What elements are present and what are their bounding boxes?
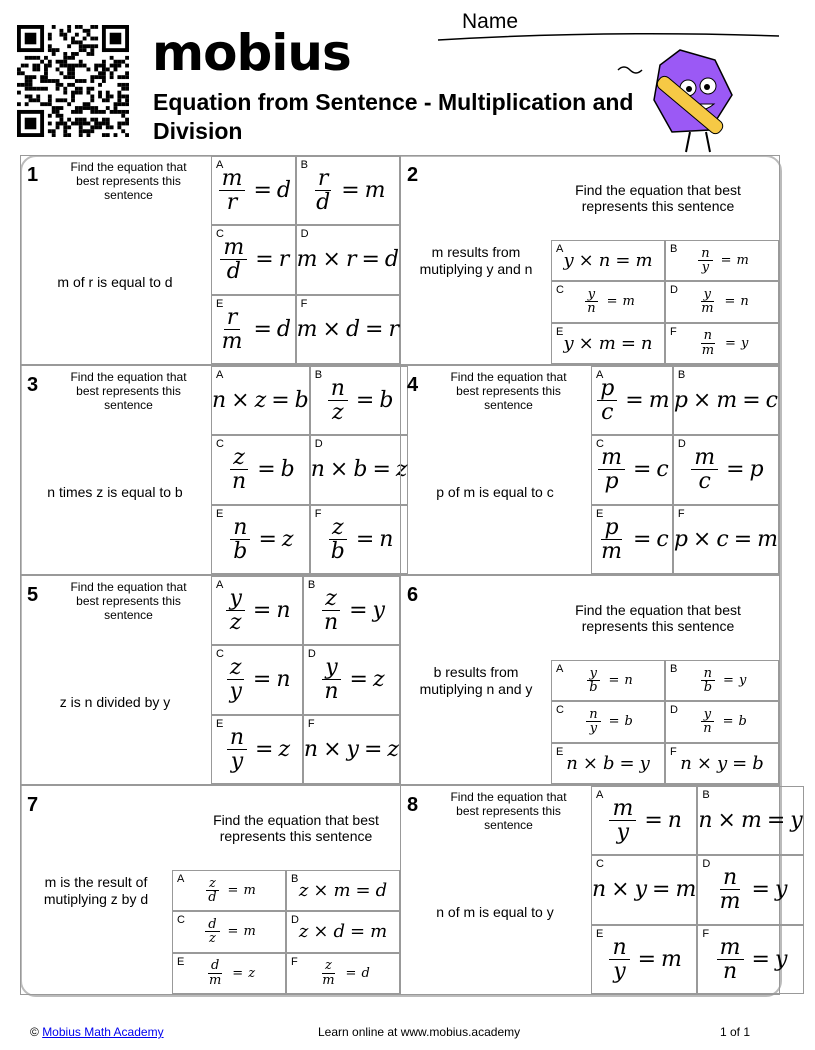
option-equation: $\frac{n}{z}$ = b bbox=[325, 377, 394, 424]
option-c[interactable] bbox=[211, 225, 296, 294]
option-letter: B bbox=[702, 789, 710, 801]
option-f[interactable] bbox=[673, 505, 779, 574]
option-letter: B bbox=[291, 873, 299, 885]
option-f[interactable] bbox=[665, 743, 779, 784]
option-letter: F bbox=[314, 507, 322, 520]
option-equation: $\frac{m}{p}$ = c bbox=[595, 446, 669, 493]
option-c[interactable] bbox=[591, 855, 697, 924]
option-letter: F bbox=[677, 507, 685, 520]
option-letter: F bbox=[300, 297, 308, 310]
answer-options bbox=[591, 786, 803, 994]
problem-sentence: p of m is equal to c bbox=[436, 484, 554, 500]
option-equation: n × b = z bbox=[310, 457, 408, 483]
qr-code bbox=[16, 25, 130, 137]
option-letter: F bbox=[291, 955, 298, 968]
option-c[interactable] bbox=[211, 645, 303, 714]
option-d[interactable] bbox=[310, 435, 409, 504]
option-letter: C bbox=[216, 438, 224, 451]
option-a[interactable] bbox=[551, 240, 665, 281]
option-equation: $\frac{n}{b}$ = y bbox=[698, 667, 747, 695]
option-f[interactable] bbox=[310, 505, 409, 574]
option-equation: n × y = m bbox=[592, 877, 697, 903]
option-a[interactable] bbox=[211, 156, 296, 225]
answer-options bbox=[211, 156, 400, 364]
mobius-logo bbox=[152, 24, 351, 82]
option-equation: $\frac{n}{y}$ = m bbox=[606, 936, 681, 983]
option-equation: $\frac{r}{d}$ = m bbox=[316, 166, 386, 216]
option-equation: m × r = d bbox=[296, 247, 399, 273]
option-letter: A bbox=[177, 873, 185, 885]
option-equation: $\frac{m}{n}$ = y bbox=[714, 936, 788, 983]
problem-number: 8 bbox=[407, 794, 419, 816]
option-equation: $\frac{m}{c}$ = p bbox=[688, 446, 763, 493]
option-e[interactable] bbox=[211, 505, 310, 574]
problem-sentence: b results from mutiplying n and y bbox=[419, 664, 533, 697]
option-letter: C bbox=[556, 284, 564, 297]
problem-number: 6 bbox=[407, 584, 419, 606]
option-equation: n × z = b bbox=[212, 388, 309, 414]
option-c[interactable] bbox=[551, 701, 665, 742]
option-equation: $\frac{n}{b}$ = z bbox=[227, 516, 293, 563]
option-equation: $\frac{n}{m}$ = y bbox=[719, 865, 788, 915]
option-equation: $\frac{y}{b}$ = n bbox=[583, 667, 633, 695]
option-equation: $\frac{n}{y}$ = z bbox=[224, 726, 290, 773]
option-letter: D bbox=[291, 914, 299, 927]
option-letter: E bbox=[216, 507, 224, 520]
option-letter: B bbox=[314, 369, 323, 381]
option-equation: n × y = b bbox=[680, 752, 764, 774]
answer-options bbox=[591, 366, 779, 574]
option-letter: C bbox=[177, 914, 185, 927]
option-letter: E bbox=[596, 507, 604, 520]
mobius-link[interactable]: Mobius Math Academy bbox=[42, 1025, 164, 1039]
option-letter: F bbox=[670, 325, 677, 338]
problem-sentence: n of m is equal to y bbox=[436, 904, 554, 920]
option-letter: B bbox=[300, 159, 308, 171]
problem-instruction: Find the equation that best represents this sentence bbox=[450, 370, 567, 412]
problem-cell bbox=[400, 155, 780, 365]
option-e[interactable] bbox=[211, 715, 303, 784]
option-d[interactable] bbox=[286, 911, 400, 952]
option-letter: B bbox=[677, 369, 686, 381]
problem-cell bbox=[20, 575, 401, 785]
option-letter: F bbox=[670, 745, 677, 758]
problem-sentence: m of r is equal to d bbox=[57, 274, 173, 290]
brand-text: mobius bbox=[152, 24, 351, 82]
option-letter: E bbox=[216, 717, 224, 730]
option-d[interactable] bbox=[697, 855, 803, 924]
answer-options bbox=[551, 240, 779, 364]
problem-number: 1 bbox=[27, 164, 39, 186]
problem-instruction: Find the equation that best represents this sentence bbox=[70, 580, 187, 622]
option-equation: $\frac{z}{d}$ = m bbox=[202, 877, 256, 905]
option-letter: D bbox=[314, 438, 323, 451]
option-d[interactable] bbox=[296, 225, 400, 294]
option-equation: $\frac{d}{z}$ = m bbox=[202, 918, 256, 946]
option-equation: $\frac{z}{y}$ = n bbox=[223, 656, 290, 703]
option-equation: $\frac{n}{y}$ = m bbox=[695, 247, 749, 275]
option-equation: n × b = y bbox=[566, 752, 650, 774]
option-f[interactable] bbox=[697, 925, 803, 994]
option-letter: E bbox=[177, 955, 185, 968]
problem-instruction: Find the equation that best represents this sentence bbox=[575, 602, 741, 634]
footer-center: Learn online at www.mobius.academy bbox=[318, 1025, 521, 1039]
option-f[interactable] bbox=[303, 715, 400, 784]
problem-sentence: m results from mutiplying y and n bbox=[419, 244, 533, 277]
option-b[interactable] bbox=[673, 366, 779, 435]
option-equation: $\frac{z}{n}$ = b bbox=[232, 445, 295, 495]
option-equation: $\frac{z}{m}$ = d bbox=[322, 958, 370, 988]
option-letter: B bbox=[307, 579, 316, 591]
option-equation: $\frac{r}{m}$ = d bbox=[221, 304, 292, 354]
option-letter: E bbox=[556, 745, 564, 758]
problem-instruction: Find the equation that best represents this sentence bbox=[213, 812, 379, 844]
option-letter: F bbox=[702, 927, 710, 940]
option-equation: $\frac{m}{r}$ = d bbox=[216, 167, 291, 214]
name-label: Name bbox=[462, 10, 519, 33]
option-f[interactable] bbox=[286, 953, 400, 994]
option-equation: $\frac{z}{b}$ = n bbox=[330, 514, 394, 564]
option-b[interactable] bbox=[665, 660, 779, 701]
problem-instruction: Find the equation that best represents this sentence bbox=[70, 160, 187, 202]
option-letter: E bbox=[596, 927, 604, 940]
option-letter: D bbox=[307, 648, 316, 661]
option-b[interactable] bbox=[310, 366, 409, 435]
option-equation: $\frac{y}{z}$ = n bbox=[223, 587, 290, 634]
option-equation: $\frac{m}{d}$ = r bbox=[217, 236, 289, 283]
option-b[interactable] bbox=[286, 870, 400, 911]
option-letter: D bbox=[300, 228, 309, 241]
problem-number: 4 bbox=[407, 374, 419, 396]
option-letter: C bbox=[596, 858, 604, 871]
option-letter: D bbox=[702, 858, 711, 871]
option-f[interactable] bbox=[665, 323, 779, 364]
option-equation: n × y = z bbox=[303, 736, 399, 762]
option-letter: B bbox=[670, 663, 678, 675]
problem-number: 7 bbox=[27, 794, 39, 816]
option-d[interactable] bbox=[665, 701, 779, 742]
problem-sentence: m is the result of mutiplying z by d bbox=[43, 874, 149, 907]
option-equation: y × m = n bbox=[563, 332, 653, 354]
option-a[interactable] bbox=[591, 786, 697, 855]
option-c[interactable] bbox=[591, 435, 673, 504]
option-a[interactable] bbox=[591, 366, 673, 435]
option-equation: p × c = m bbox=[673, 526, 778, 552]
option-e[interactable] bbox=[211, 295, 296, 364]
answer-options bbox=[172, 870, 400, 994]
option-letter: A bbox=[556, 243, 564, 255]
option-equation: $\frac{y}{m}$ = n bbox=[701, 286, 749, 317]
problem-instruction: Find the equation that best represents this sentence bbox=[70, 370, 187, 412]
footer-page: 1 of 1 bbox=[720, 1025, 751, 1039]
option-equation: $\frac{p}{c}$ = m bbox=[594, 377, 669, 424]
option-equation: $\frac{y}{n}$ = m bbox=[581, 288, 635, 316]
option-equation: $\frac{y}{n}$ = b bbox=[697, 708, 747, 736]
option-e[interactable] bbox=[172, 953, 286, 994]
option-letter: C bbox=[596, 438, 604, 451]
option-equation: z × m = d bbox=[298, 880, 388, 902]
problem-instruction: Find the equation that best represents this sentence bbox=[450, 790, 567, 832]
option-c[interactable] bbox=[172, 911, 286, 952]
option-letter: A bbox=[596, 789, 604, 801]
problem-instruction: Find the equation that best represents this sentence bbox=[575, 182, 741, 214]
problem-cell bbox=[400, 365, 780, 575]
option-equation: y × n = m bbox=[563, 250, 653, 272]
option-b[interactable] bbox=[665, 240, 779, 281]
option-e[interactable] bbox=[591, 505, 673, 574]
problem-cell bbox=[20, 785, 401, 995]
option-letter: A bbox=[556, 663, 564, 675]
option-equation: $\frac{n}{y}$ = b bbox=[583, 708, 633, 736]
option-equation: p × m = c bbox=[673, 388, 778, 414]
option-d[interactable] bbox=[665, 281, 779, 322]
option-letter: A bbox=[596, 369, 604, 381]
option-equation: $\frac{d}{m}$ = z bbox=[208, 958, 256, 988]
option-letter: C bbox=[216, 648, 224, 661]
option-d[interactable] bbox=[673, 435, 779, 504]
problem-number: 3 bbox=[27, 374, 39, 396]
footer-copyright bbox=[30, 1025, 164, 1039]
option-equation: $\frac{n}{m}$ = y bbox=[701, 328, 749, 358]
mascot-illustration bbox=[610, 40, 750, 155]
problem-cell bbox=[400, 575, 780, 785]
option-equation: $\frac{z}{n}$ = y bbox=[323, 586, 385, 636]
option-equation: z × d = m bbox=[298, 921, 388, 943]
problem-sentence: n times z is equal to b bbox=[47, 484, 183, 500]
option-a[interactable] bbox=[211, 366, 310, 435]
problem-sentence: z is n divided by y bbox=[59, 694, 171, 710]
problem-cell bbox=[400, 785, 803, 995]
option-equation: m × d = r bbox=[296, 316, 399, 342]
option-letter: D bbox=[670, 704, 678, 717]
option-b[interactable] bbox=[303, 576, 400, 645]
option-c[interactable] bbox=[551, 281, 665, 322]
option-equation: $\frac{y}{n}$ = z bbox=[318, 656, 384, 703]
option-letter: E bbox=[556, 325, 564, 338]
option-letter: F bbox=[307, 717, 315, 730]
answer-options bbox=[211, 576, 400, 784]
page-title: Equation from Sentence - Multiplication and Division bbox=[153, 89, 634, 144]
option-a[interactable] bbox=[551, 660, 665, 701]
option-letter: A bbox=[216, 369, 224, 381]
answer-options bbox=[211, 366, 408, 574]
problem-number: 2 bbox=[407, 164, 419, 186]
option-letter: D bbox=[670, 284, 678, 297]
option-a[interactable] bbox=[172, 870, 286, 911]
option-e[interactable] bbox=[551, 323, 665, 364]
option-letter: B bbox=[670, 243, 678, 255]
option-a[interactable] bbox=[211, 576, 303, 645]
problem-cell bbox=[20, 155, 401, 365]
option-b[interactable] bbox=[296, 156, 400, 225]
option-letter: A bbox=[216, 159, 224, 171]
copyright-symbol: © bbox=[30, 1025, 39, 1039]
option-letter: D bbox=[677, 438, 686, 451]
option-e[interactable] bbox=[551, 743, 665, 784]
option-letter: C bbox=[216, 228, 224, 241]
option-equation: $\frac{p}{m}$ = c bbox=[601, 514, 669, 564]
option-d[interactable] bbox=[303, 645, 400, 714]
option-e[interactable] bbox=[591, 925, 697, 994]
option-letter: C bbox=[556, 704, 564, 717]
option-equation: n × m = y bbox=[698, 808, 803, 834]
option-letter: E bbox=[216, 297, 224, 310]
option-c[interactable] bbox=[211, 435, 310, 504]
problem-number: 5 bbox=[27, 584, 39, 606]
option-equation: $\frac{m}{y}$ = n bbox=[606, 797, 681, 844]
option-letter: A bbox=[216, 579, 224, 591]
option-b[interactable] bbox=[697, 786, 803, 855]
answer-options bbox=[551, 660, 779, 784]
problem-cell bbox=[20, 365, 408, 575]
option-f[interactable] bbox=[296, 295, 400, 364]
